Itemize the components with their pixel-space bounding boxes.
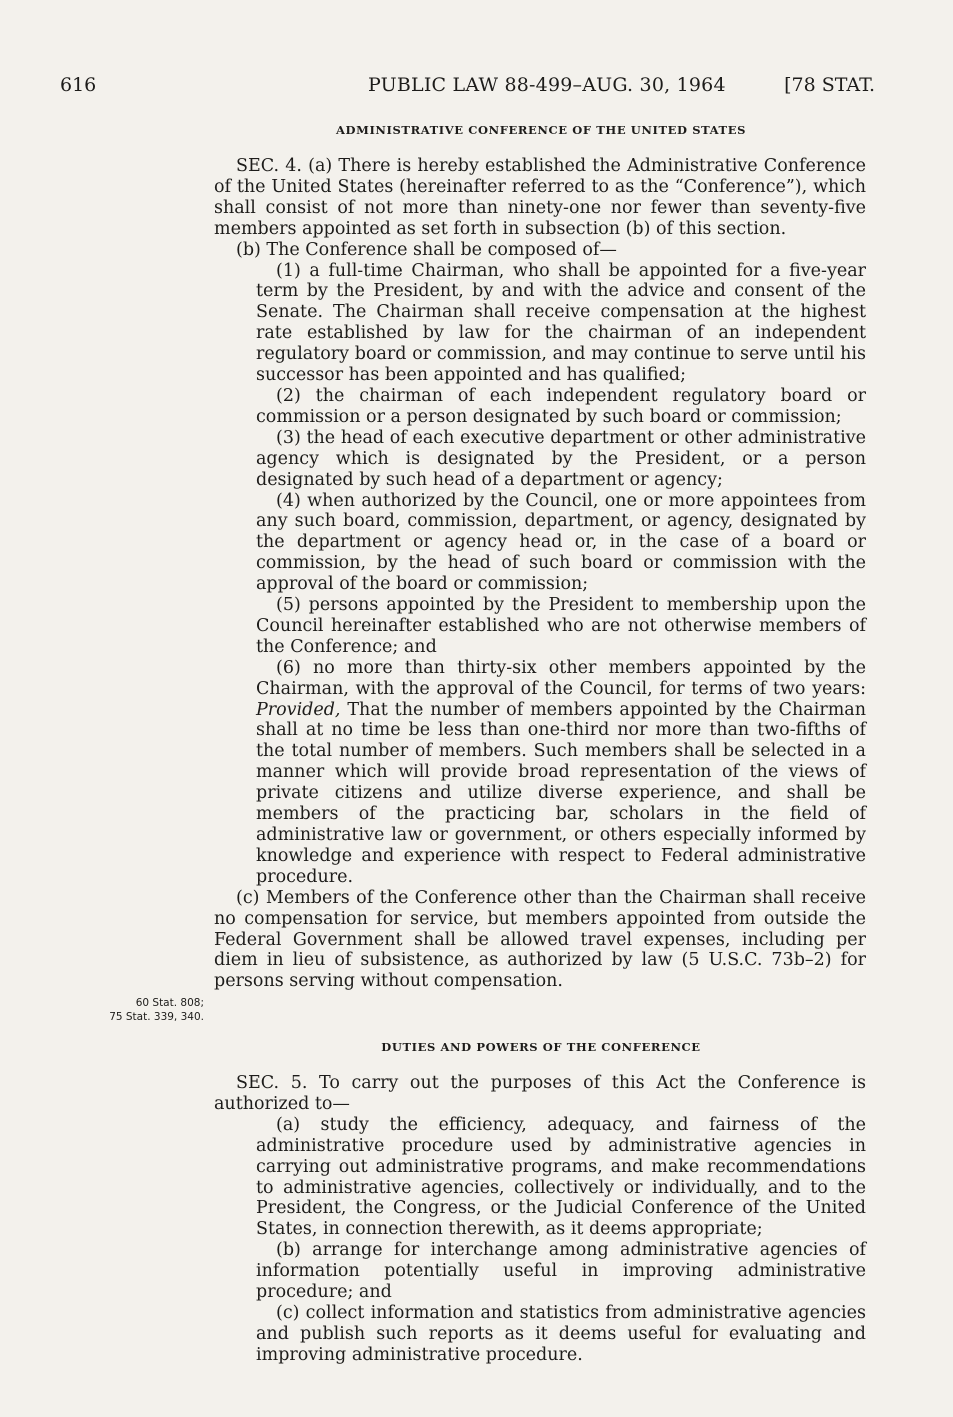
sec5-item-c: (c) collect information and statistics from administrative agencies and publish such reports as it deems useful for evaluating and improving administrative procedure. (256, 1302, 866, 1365)
sec5-paragraph: SEC. 5. To carry out the purposes of this Act the Conference is authorized to— (214, 1073, 866, 1114)
margin-citation (76, 996, 204, 1024)
stat-reference: [78 STAT. (784, 74, 875, 96)
margin-citation-line-2: 75 Stat. 339, 340. (109, 1011, 204, 1023)
page-header (60, 74, 875, 102)
sec5-item-b: (b) arrange for interchange among administrative agencies of information potentially useful in improving administrative procedure; and (256, 1240, 866, 1303)
section-5-text (214, 1073, 866, 1366)
item6-text-post: That the number of members appointed by the Chairman shall at no time be less than one-third nor more than two-fifths of the total number of members. Such members shall be selected in a manner which will provide broad representation of the views of private citizens and utilize diverse experience, and shall be members of the practicing bar, scholars in the field of administrative law or government, or others especially informed by knowledge and experience with respect to Federal administrative procedure. (256, 699, 866, 887)
sec4a-paragraph: SEC. 4. (a) There is hereby established the Administrative Conference of the United States (hereinafter referred to as the “Conference”), which shall consist of not more than ninety-one nor fewer than seventy-five members appointed as set forth in subsection (b) of this section. (214, 156, 866, 239)
sec4b-item-2: (2) the chairman of each independent regulatory board or commission or a person designated by such board or commission; (256, 385, 866, 427)
sec4b-item-4: (4) when authorized by the Council, one or more appointees from any such board, commission, department, or agency, designated by the department or agency head or, in the case of a board or commission, by the head of such board or commission with the approval of the board or commission; (256, 490, 866, 595)
section-caption-duties: DUTIES AND POWERS OF THE CONFERENCE (381, 1040, 701, 1054)
item6-text-pre: (6) no more than thirty-six other members appointed by the Chairman, with the approval of the Council, for terms of two years: (256, 657, 866, 699)
section-caption-admin-conference: ADMINISTRATIVE CONFERENCE OF THE UNITED STATES (336, 123, 746, 137)
page-number: 616 (60, 74, 97, 96)
page-title: PUBLIC LAW 88-499–AUG. 30, 1964 (368, 74, 726, 96)
item6-proviso: Provided, (256, 699, 341, 720)
sec5-item-a: (a) study the efficiency, adequacy, and fairness of the administrative procedure used by administrative agencies in carrying out administrative programs, and make recommendations to administrative agencies, collectively or individually, and to the President, the Congress, or the Judicial Conference of the United States, in connection therewith, as it deems appropriate; (256, 1114, 866, 1240)
sec4b-item-6 (256, 658, 866, 888)
sec4b-item-3: (3) the head of each executive department or other administrative agency which is designated by the President, or a person designated by such head of a department or agency; (256, 427, 866, 490)
sec4b-item-5: (5) persons appointed by the President to membership upon the Council hereinafter established who are not otherwise members of the Conference; and (256, 595, 866, 657)
sec4c-paragraph: (c) Members of the Conference other than the Chairman shall receive no compensation for service, but members appointed from outside the Federal Government shall be allowed travel expenses, including per diem in lieu of subsistence, as authorized by law (5 U.S.C. 73b–2) for persons serving without compensation. (214, 887, 866, 992)
sec4b-paragraph: (b) The Conference shall be composed of— (236, 239, 617, 260)
section-4-text (214, 156, 866, 992)
margin-citation-line-1: 60 Stat. 808; (135, 997, 204, 1009)
sec4b-item-1: (1) a full-time Chairman, who shall be appointed for a five-year term by the President, by and with the advice and consent of the Senate. The Chairman shall receive compensation at the highest rate established by law for the chairman of an independent regulatory board or commission, and may continue to serve until his successor has been appointed and has qualified; (256, 260, 866, 386)
